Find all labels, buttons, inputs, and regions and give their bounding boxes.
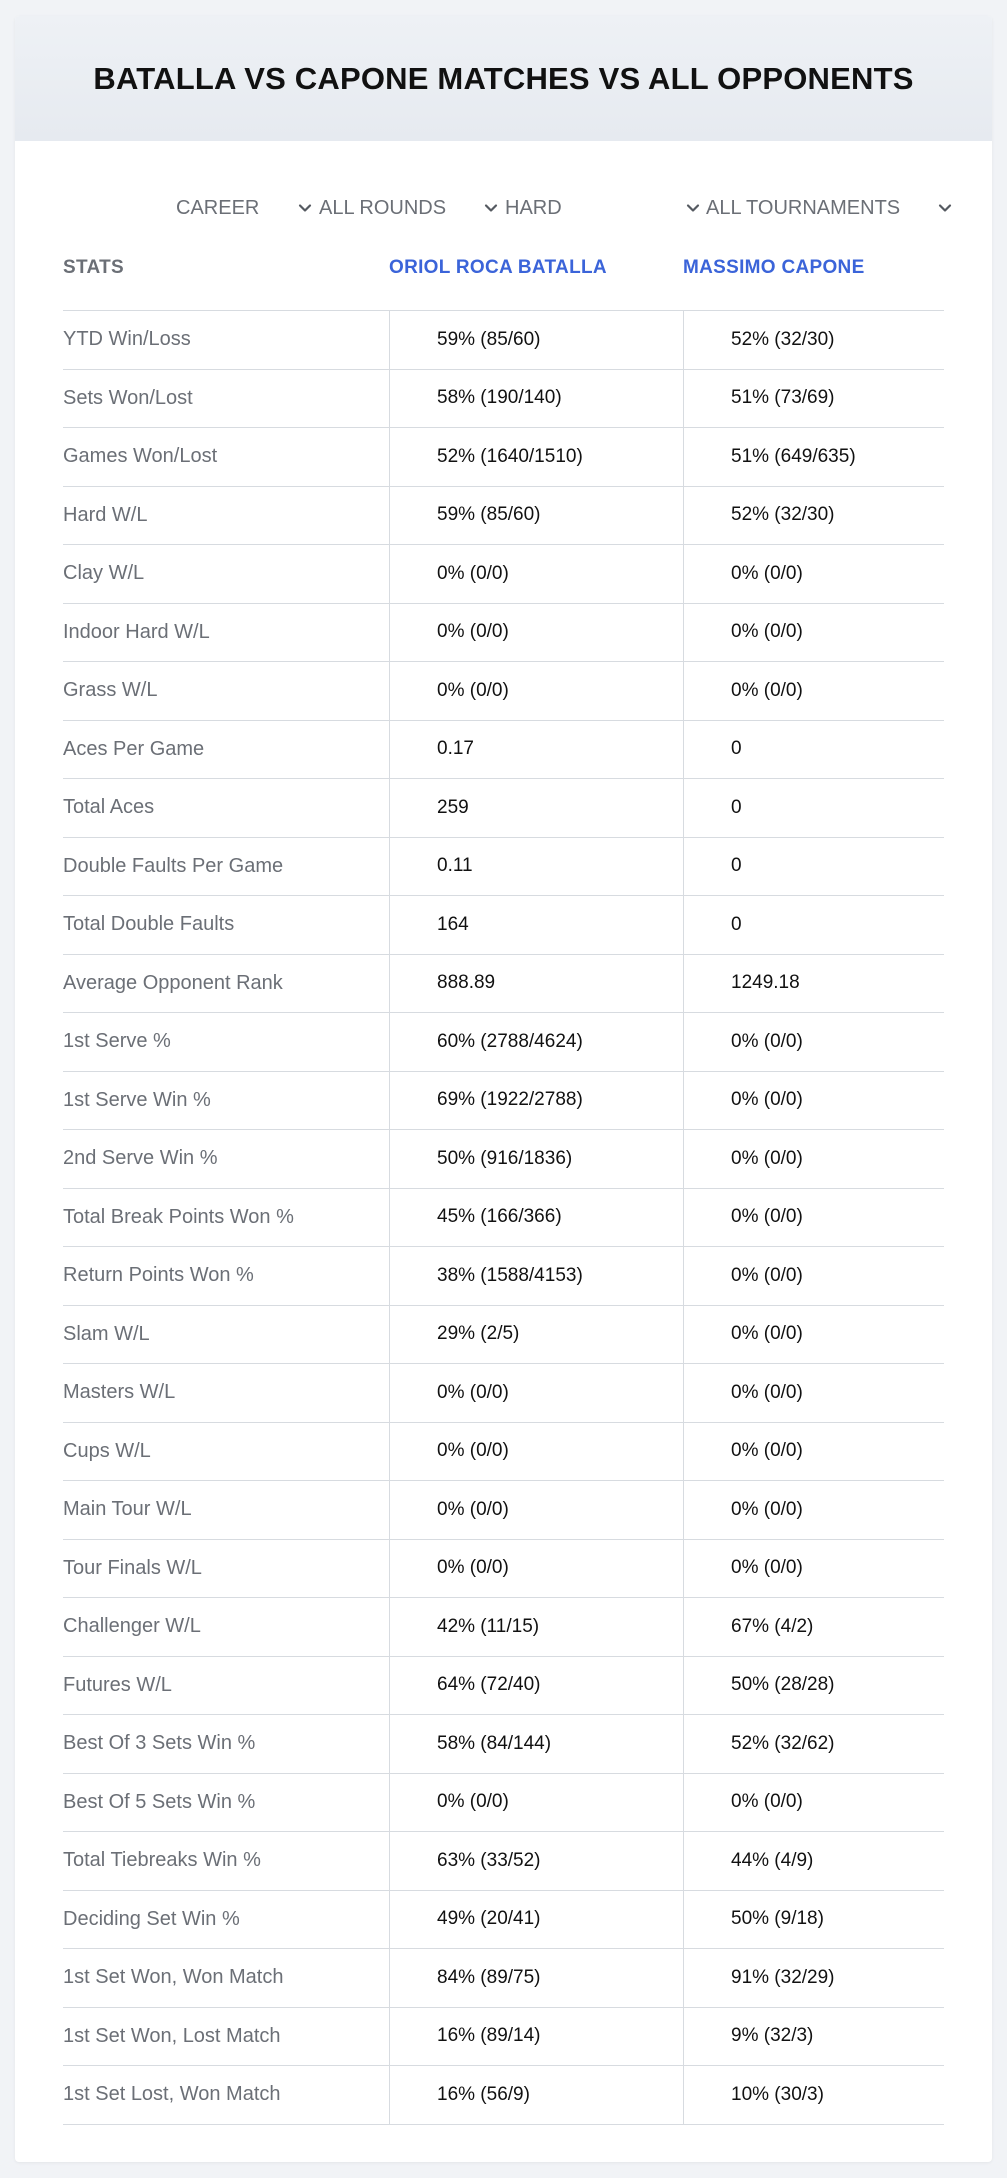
player1-stat-value: 888.89 bbox=[389, 955, 683, 1013]
table-row bbox=[63, 721, 944, 780]
player1-stat-value: 0% (0/0) bbox=[389, 604, 683, 662]
player2-stat-value: 52% (32/62) bbox=[683, 1715, 944, 1773]
player2-stat-value: 1249.18 bbox=[683, 955, 944, 1013]
page-title: BATALLA VS CAPONE MATCHES VS ALL OPPONENTS bbox=[93, 60, 914, 96]
stat-label: 1st Set Won, Lost Match bbox=[63, 2024, 281, 2047]
player2-stat-value: 9% (32/3) bbox=[683, 2008, 944, 2066]
player1-stat-value: 0% (0/0) bbox=[389, 1540, 683, 1598]
player2-stat-value: 0% (0/0) bbox=[683, 1306, 944, 1364]
stat-label: Best Of 3 Sets Win % bbox=[63, 1732, 256, 1755]
player1-stat-value: 0% (0/0) bbox=[389, 545, 683, 603]
player2-stat-value: 0% (0/0) bbox=[683, 1072, 944, 1130]
stat-label: Total Break Points Won % bbox=[63, 1205, 294, 1228]
stat-label: 1st Set Lost, Won Match bbox=[63, 2083, 281, 2106]
player1-stat-value: 50% (916/1836) bbox=[389, 1130, 683, 1188]
chevron-down-icon bbox=[482, 199, 500, 217]
stat-label: Slam W/L bbox=[63, 1322, 150, 1345]
player2-stat-value: 10% (30/3) bbox=[683, 2066, 944, 2124]
table-row bbox=[63, 1774, 944, 1833]
stat-label: Best Of 5 Sets Win % bbox=[63, 1790, 256, 1813]
chevron-down-icon bbox=[684, 199, 702, 217]
player1-stat-value: 0% (0/0) bbox=[389, 1481, 683, 1539]
table-row bbox=[63, 428, 944, 487]
table-row bbox=[63, 1072, 944, 1131]
player1-stat-value: 63% (33/52) bbox=[389, 1832, 683, 1890]
player2-stat-value: 50% (9/18) bbox=[683, 1891, 944, 1949]
player2-stat-value: 67% (4/2) bbox=[683, 1598, 944, 1656]
player2-stat-value: 0% (0/0) bbox=[683, 1247, 944, 1305]
table-row bbox=[63, 311, 944, 370]
table-row bbox=[63, 1657, 944, 1716]
player2-stat-value: 0% (0/0) bbox=[683, 1423, 944, 1481]
player2-stat-value: 0 bbox=[683, 838, 944, 896]
player2-stat-value: 0% (0/0) bbox=[683, 1774, 944, 1832]
player1-stat-value: 0% (0/0) bbox=[389, 662, 683, 720]
player2-stat-value: 44% (4/9) bbox=[683, 1832, 944, 1890]
player1-stat-value: 0.11 bbox=[389, 838, 683, 896]
player1-stat-value: 0% (0/0) bbox=[389, 1423, 683, 1481]
table-row bbox=[63, 1306, 944, 1365]
stat-label: Games Won/Lost bbox=[63, 445, 218, 468]
table-row bbox=[63, 545, 944, 604]
stat-label: Masters W/L bbox=[63, 1381, 176, 1404]
stat-label: 1st Set Won, Won Match bbox=[63, 1966, 284, 1989]
stat-label: 1st Serve % bbox=[63, 1030, 171, 1053]
stats-card bbox=[15, 16, 992, 2162]
stat-label: Return Points Won % bbox=[63, 1264, 254, 1287]
player1-stat-value: 164 bbox=[389, 896, 683, 954]
table-row bbox=[63, 1891, 944, 1950]
table-row bbox=[63, 1481, 944, 1540]
table-row bbox=[63, 896, 944, 955]
table-row bbox=[63, 838, 944, 897]
table-body bbox=[63, 311, 944, 2125]
table-row bbox=[63, 1130, 944, 1189]
player2-name-link[interactable]: MASSIMO CAPONE bbox=[683, 257, 865, 278]
table-row bbox=[63, 1364, 944, 1423]
stat-label: Main Tour W/L bbox=[63, 1498, 192, 1521]
stats-table bbox=[63, 238, 944, 2125]
player1-stat-value: 0.17 bbox=[389, 721, 683, 779]
player1-stat-value: 45% (166/366) bbox=[389, 1189, 683, 1247]
table-row bbox=[63, 1189, 944, 1248]
table-row bbox=[63, 1423, 944, 1482]
player2-stat-value: 0 bbox=[683, 721, 944, 779]
stat-label: Indoor Hard W/L bbox=[63, 620, 210, 643]
player1-stat-value: 84% (89/75) bbox=[389, 1949, 683, 2007]
tournament-select[interactable] bbox=[706, 188, 954, 228]
table-header bbox=[63, 238, 944, 311]
player1-stat-value: 64% (72/40) bbox=[389, 1657, 683, 1715]
table-row bbox=[63, 2008, 944, 2067]
stat-label: Average Opponent Rank bbox=[63, 971, 283, 994]
card-header bbox=[15, 16, 992, 141]
player2-stat-value: 52% (32/30) bbox=[683, 311, 944, 369]
table-row bbox=[63, 1715, 944, 1774]
stat-label: Total Tiebreaks Win % bbox=[63, 1849, 261, 1872]
table-row bbox=[63, 1949, 944, 2008]
stat-label: Challenger W/L bbox=[63, 1615, 201, 1638]
player1-stat-value: 42% (11/15) bbox=[389, 1598, 683, 1656]
table-row bbox=[63, 662, 944, 721]
stats-column-header: STATS bbox=[63, 257, 124, 278]
stat-label: Total Aces bbox=[63, 796, 155, 819]
chevron-down-icon bbox=[936, 199, 954, 217]
stat-label: 2nd Serve Win % bbox=[63, 1147, 218, 1170]
stat-label: Hard W/L bbox=[63, 503, 148, 526]
player1-stat-value: 29% (2/5) bbox=[389, 1306, 683, 1364]
round-select[interactable] bbox=[319, 188, 500, 228]
player1-stat-value: 60% (2788/4624) bbox=[389, 1013, 683, 1071]
player2-stat-value: 0% (0/0) bbox=[683, 604, 944, 662]
stat-label: Aces Per Game bbox=[63, 737, 205, 760]
player2-stat-value: 51% (649/635) bbox=[683, 428, 944, 486]
player1-stat-value: 52% (1640/1510) bbox=[389, 428, 683, 486]
table-row bbox=[63, 1247, 944, 1306]
player1-stat-value: 16% (89/14) bbox=[389, 2008, 683, 2066]
stat-label: Clay W/L bbox=[63, 562, 145, 585]
filter-bar bbox=[15, 188, 992, 228]
player2-stat-value: 51% (73/69) bbox=[683, 370, 944, 428]
table-row bbox=[63, 604, 944, 663]
player2-stat-value: 91% (32/29) bbox=[683, 1949, 944, 2007]
stat-label: Futures W/L bbox=[63, 1673, 172, 1696]
player1-stat-value: 59% (85/60) bbox=[389, 311, 683, 369]
table-row bbox=[63, 779, 944, 838]
surface-select-value: HARD bbox=[505, 196, 562, 219]
player2-stat-value: 0% (0/0) bbox=[683, 1130, 944, 1188]
player2-stat-value: 50% (28/28) bbox=[683, 1657, 944, 1715]
table-row bbox=[63, 487, 944, 546]
table-row bbox=[63, 1013, 944, 1072]
stat-label: Total Double Faults bbox=[63, 913, 235, 936]
stat-label: Cups W/L bbox=[63, 1439, 151, 1462]
tournament-select-value: ALL TOURNAMENTS bbox=[706, 196, 901, 219]
player2-stat-value: 0% (0/0) bbox=[683, 1013, 944, 1071]
stat-label: Deciding Set Win % bbox=[63, 1907, 240, 1930]
player1-stat-value: 49% (20/41) bbox=[389, 1891, 683, 1949]
player2-stat-value: 0% (0/0) bbox=[683, 1481, 944, 1539]
player1-stat-value: 259 bbox=[389, 779, 683, 837]
player2-stat-value: 52% (32/30) bbox=[683, 487, 944, 545]
player2-stat-value: 0% (0/0) bbox=[683, 1189, 944, 1247]
chevron-down-icon bbox=[296, 199, 314, 217]
player1-stat-value: 58% (190/140) bbox=[389, 370, 683, 428]
stat-label: Double Faults Per Game bbox=[63, 854, 284, 877]
stat-label: Tour Finals W/L bbox=[63, 1556, 202, 1579]
player2-stat-value: 0% (0/0) bbox=[683, 545, 944, 603]
player1-stat-value: 38% (1588/4153) bbox=[389, 1247, 683, 1305]
player2-stat-value: 0% (0/0) bbox=[683, 1540, 944, 1598]
player1-stat-value: 69% (1922/2788) bbox=[389, 1072, 683, 1130]
table-row bbox=[63, 1598, 944, 1657]
round-select-value: ALL ROUNDS bbox=[319, 196, 447, 219]
player1-stat-value: 16% (56/9) bbox=[389, 2066, 683, 2124]
table-row bbox=[63, 2066, 944, 2125]
period-select-value: CAREER bbox=[176, 196, 260, 219]
player1-stat-value: 59% (85/60) bbox=[389, 487, 683, 545]
player1-stat-value: 0% (0/0) bbox=[389, 1774, 683, 1832]
stat-label: Grass W/L bbox=[63, 679, 158, 702]
player2-stat-value: 0 bbox=[683, 779, 944, 837]
surface-select[interactable] bbox=[505, 188, 702, 228]
player1-name-link[interactable]: ORIOL ROCA BATALLA bbox=[389, 257, 607, 278]
stat-label: YTD Win/Loss bbox=[63, 328, 191, 351]
player2-stat-value: 0 bbox=[683, 896, 944, 954]
player2-stat-value: 0% (0/0) bbox=[683, 662, 944, 720]
stat-label: 1st Serve Win % bbox=[63, 1088, 211, 1111]
player1-stat-value: 0% (0/0) bbox=[389, 1364, 683, 1422]
stat-label: Sets Won/Lost bbox=[63, 386, 193, 409]
table-row bbox=[63, 370, 944, 429]
player2-stat-value: 0% (0/0) bbox=[683, 1364, 944, 1422]
player1-stat-value: 58% (84/144) bbox=[389, 1715, 683, 1773]
table-row bbox=[63, 1540, 944, 1599]
table-row bbox=[63, 955, 944, 1014]
table-row bbox=[63, 1832, 944, 1891]
period-select[interactable] bbox=[176, 188, 314, 228]
